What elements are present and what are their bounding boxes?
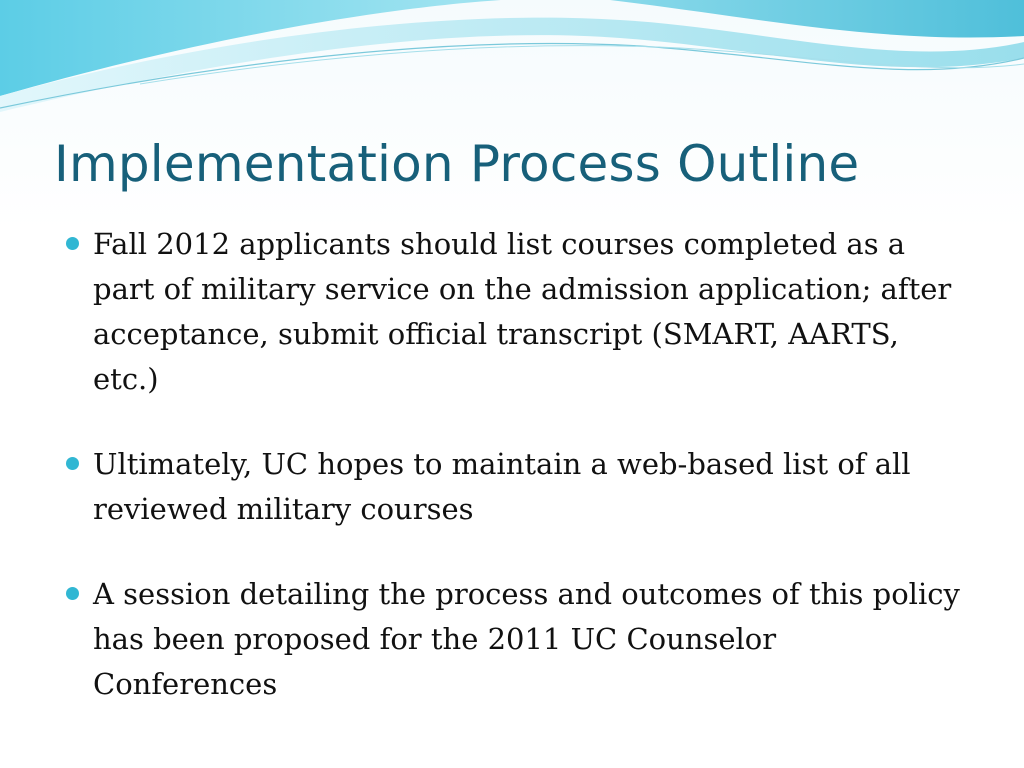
bullet-text: Fall 2012 applicants should list courses completed as a part of military service on the admission application; after acceptance, submit official transcript (SMART, AARTS, etc.)	[93, 227, 952, 396]
bullet-text: A session detailing the process and outcomes of this policy has been proposed for the 2011 UC Counselor Conferences	[93, 577, 960, 701]
bullet-item	[66, 572, 966, 707]
bullet-list	[66, 222, 966, 707]
bullet-item	[66, 222, 966, 402]
decorative-wave-header	[0, 0, 1024, 120]
bullet-dot-icon	[66, 587, 79, 600]
slide-title: Implementation Process Outline	[54, 135, 860, 193]
bullet-item	[66, 442, 966, 532]
bullet-text: Ultimately, UC hopes to maintain a web-based list of all reviewed military courses	[93, 447, 911, 526]
bullet-dot-icon	[66, 457, 79, 470]
bullet-dot-icon	[66, 237, 79, 250]
